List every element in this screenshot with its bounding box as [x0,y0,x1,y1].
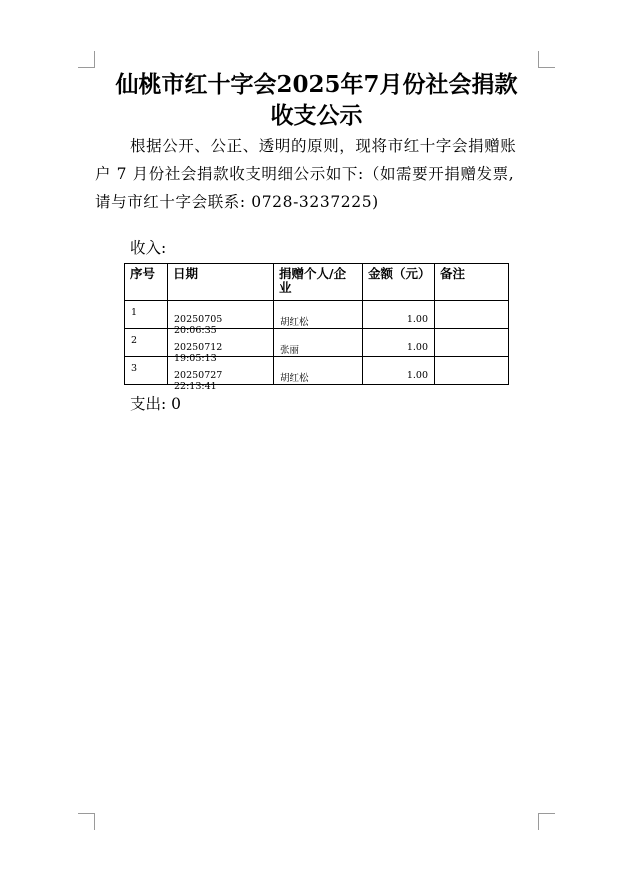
row-amount: 1.00 [406,370,428,381]
crop-mark-bottom-left [78,813,95,830]
row-date: 20250705 20:06:35 [174,314,223,336]
row-donor: 胡红松 [280,317,309,328]
header-donor: 捐赠个人/企业 [274,264,363,301]
row-donor: 胡红松 [280,373,309,384]
donation-table [124,263,509,392]
row-seq: 2 [131,335,138,346]
crop-mark-top-left [78,51,95,68]
header-date: 日期 [168,264,274,301]
header-note: 备注 [435,264,509,301]
row-amount: 1.00 [406,314,428,325]
intro-line: 根据公开、公正、透明的原则，现将市红十字会捐赠账 [130,137,517,155]
document-title-line2: 收支公示 [270,102,363,129]
table-header-row [125,264,509,301]
crop-mark-bottom-right [538,813,555,830]
crop-mark-top-right [538,51,555,68]
document-title-line1: 仙桃市红十字会2025年7月份社会捐款 [115,71,518,98]
expense-label: 支出: 0 [130,395,182,413]
row-donor: 张丽 [280,345,300,356]
row-seq: 3 [131,363,138,374]
table-row [125,329,509,357]
income-label: 收入: [130,239,167,257]
table-row [125,301,509,329]
row-seq: 1 [131,307,138,318]
row-amount: 1.00 [406,342,428,353]
header-seq: 序号 [125,264,168,301]
table-row [125,357,509,385]
intro-paragraph [95,132,550,216]
intro-line: 户 7 月份社会捐款收支明细公示如下:（如需要开捐赠发票, [95,165,515,183]
header-amount: 金额（元） [363,264,435,301]
row-date: 20250712 19:05:13 [174,342,223,364]
intro-line: 请与市红十字会联系: 0728-3237225) [95,193,379,211]
row-date: 20250727 22:13:41 [174,370,223,392]
